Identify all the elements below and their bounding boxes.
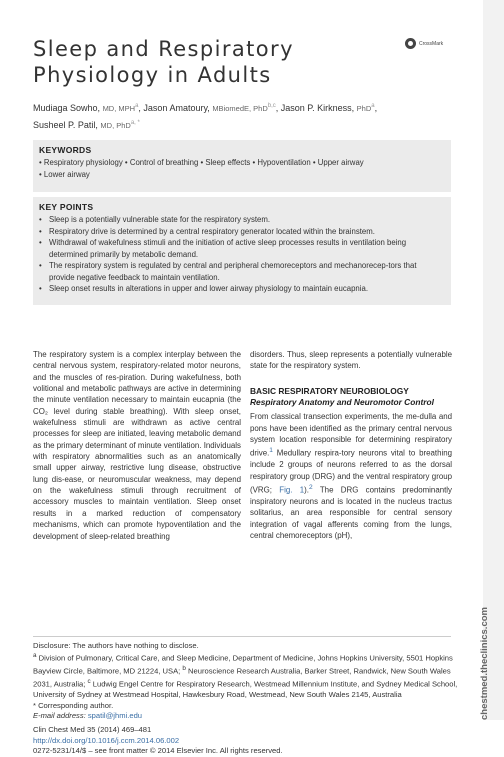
paragraph-text: ). (304, 485, 309, 495)
paragraph-text: From classical transection experiments, the me-dulla and pons have been identified as the primary central nervous system location responsible for determining respiratory drive. (250, 412, 452, 459)
author-affiliation-mark: b,c (267, 103, 276, 109)
author-name: Mudiaga Sowho, (33, 103, 101, 113)
doi-link[interactable]: http://dx.doi.org/10.1016/j.ccm.2014.06.002 (33, 735, 180, 745)
body-paragraph (250, 411, 452, 541)
author-name: Jason P. Kirkness, (280, 103, 355, 113)
affiliation-text: Neuroscience Research Australia, Barker Street, Randwick, New South Wales 2031, Australia; (33, 666, 451, 689)
key-points-box (33, 197, 451, 305)
author-degree: MD, MPH (102, 104, 136, 113)
corresponding-author: * Corresponding author. (33, 700, 114, 710)
key-point-item: • Sleep is a potentially vulnerable state for the respiratory system. (39, 214, 444, 226)
key-point-item: • Sleep onset results in alterations in upper and lower airway physiology to maintain eucapnia. (39, 283, 444, 295)
keywords-list (39, 157, 444, 181)
paragraph-text: Medullary respira-tory neurons vital to breathing include 2 groups of neurons referred to as the dorsal respiratory group (DRG) and the ventral respiratory group (VRG; (250, 449, 452, 495)
keywords-box (33, 140, 451, 192)
affiliation-mark: a (33, 652, 37, 660)
paragraph-text: The DRG contains predominantly inspiratory neurons and is located in the nucleus tractus solitarius, an area responsible for central sensory integration of vagal afferents coming from the lungs, central chemoreceptors (pH), (250, 485, 452, 541)
affiliation-mark: b (182, 665, 186, 673)
article-footer (33, 641, 463, 757)
keywords-line: • Respiratory physiology • Control of breathing • Sleep effects • Hypoventilation • Upper airway (39, 158, 364, 167)
affiliations (33, 651, 463, 700)
key-points-list (39, 214, 444, 295)
author-affiliation-mark: a (371, 103, 375, 109)
body-paragraph: disorders. Thus, sleep represents a potentially vulnerable state for the respiratory system. (250, 350, 452, 371)
crossmark-label: CrossMark (419, 40, 444, 47)
key-points-heading: KEY POINTS (39, 202, 94, 212)
keywords-heading: KEYWORDS (39, 145, 92, 155)
disclosure: Disclosure: The authors have nothing to disclose. (33, 641, 199, 650)
key-point-item: • Withdrawal of wakefulness stimuli and the initiation of active sleep processes results in ventilation being determined primarily by metabolic demand. (39, 237, 444, 260)
subsection-heading: Respiratory Anatomy and Neuromotor Control (250, 397, 434, 408)
crossmark-icon (405, 38, 416, 49)
reference-link[interactable]: 1 (269, 447, 273, 455)
body-column-right (250, 349, 452, 541)
citation: Clin Chest Med 35 (2014) 469–481 (33, 725, 152, 735)
author-list: Mudiaga Sowho, MD, MPH$^a$, Jason Amatoury, MBiomedE, PhD$^{b,c}$, Jason P. Kirkness, PhD$^a$, Susheel P. Patil, MD, PhD$^{a, *}$ (33, 103, 378, 130)
title-line-2: Physiology in Adults (33, 63, 272, 87)
author-degree: MD, PhD (100, 121, 131, 130)
author-name: Susheel P. Patil, (33, 120, 98, 130)
footer-divider (33, 636, 451, 637)
keywords-line: • Lower airway (39, 170, 90, 179)
figure-link[interactable]: Fig. 1 (279, 485, 305, 495)
key-point-item: • The respiratory system is regulated by central and peripheral chemoreceptors and mechanorecep-tors that provide negative feedback to maintain ventilation. (39, 260, 444, 283)
author-degree: MBiomedE, PhD (212, 104, 268, 113)
copyright: 0272-5231/14/$ – see front matter © 2014 Elsevier Inc. All rights reserved. (33, 746, 283, 756)
author-affiliation-mark: a, * (130, 120, 140, 126)
journal-url-text: chestmed.theclinics.com (479, 607, 490, 720)
body-column-left (33, 349, 241, 542)
section-heading: BASIC RESPIRATORY NEUROBIOLOGY (250, 385, 409, 396)
journal-url[interactable] (479, 607, 493, 720)
key-point-item: • Respiratory drive is determined by a central respiratory generator located within the brainstem. (39, 226, 444, 238)
author-affiliation-mark: a (135, 103, 139, 109)
affiliation-text: Division of Pulmonary, Critical Care, and Sleep Medicine, Department of Medicine, Johns Hopkins University, 5501 Hopkins Bayview Circle, Baltimore, MD 21224, USA; (33, 653, 453, 676)
email-link[interactable]: spatil@jhmi.edu (87, 711, 143, 721)
crossmark-badge[interactable] (405, 38, 443, 49)
reference-link[interactable]: 2 (308, 484, 313, 492)
author-degree: PhD (356, 104, 372, 113)
title-line-1: Sleep and Respiratory (33, 37, 294, 61)
author-name: Jason Amatoury, (143, 103, 210, 113)
article-title (33, 36, 413, 88)
email-label: E-mail address: (33, 711, 88, 721)
affiliation-mark: c (87, 678, 91, 686)
affiliation-text: Ludwig Engel Centre for Respiratory Research, Westmead Millennium Institute, and Sydney Medical School, University of Sydney at Westmead Hospital, Hawkesbury Road, Westmead, New South Wales 2145, Australia (33, 679, 458, 700)
body-paragraph: The respiratory system is a complex interplay between the central nervous system, respiratory-related motor neurons, and the muscles of res-piration. During wakefulness, both volitional and metabolic pathways are active in determining the minute ventilation necessary to maintain eucapnia (the CO₂ level during stable breathing). With sleep onset, wakefulness stimuli are withdrawn as active central processes for sleep are initiated, leaving metabolic demand as the primary determinant of minute ventilation. Individuals with respiratory abnormalities such as an anatomically small upper airway, restrictive lung disease, obstructive lung dis-ease, or neuromuscular weakness, may depend on the wakefulness stimuli through recruitment of accessory muscles to maintain ventilation. Sleep onset results in a marked reduction of compensatory mechanisms, which can promote hypoventilation and the development of sleep-related breathing (33, 350, 241, 541)
